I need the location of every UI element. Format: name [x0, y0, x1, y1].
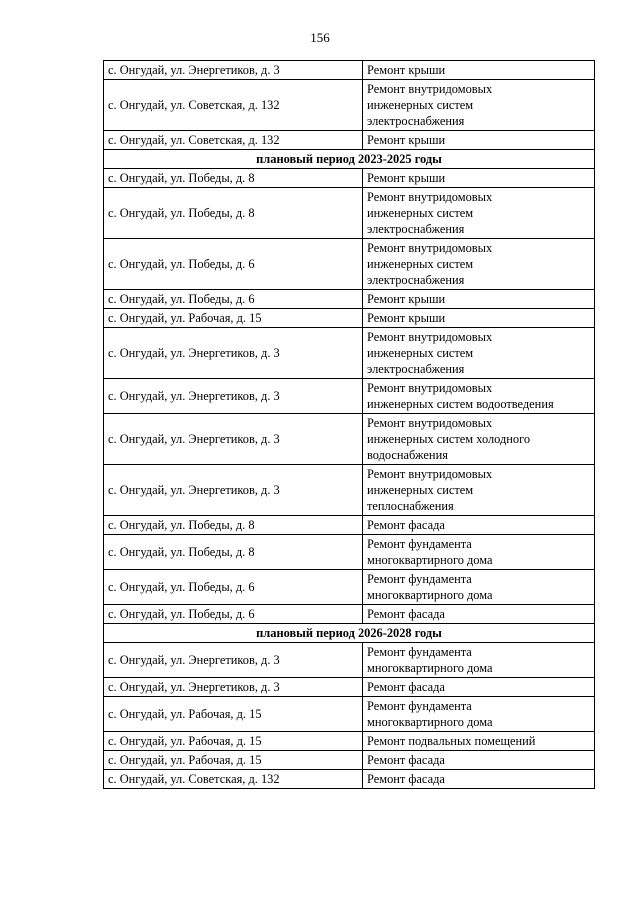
work-type-cell: Ремонт крыши: [363, 131, 595, 150]
address-cell: с. Онгудай, ул. Рабочая, д. 15: [104, 751, 363, 770]
address-cell: с. Онгудай, ул. Рабочая, д. 15: [104, 697, 363, 732]
period-header-row: [104, 150, 595, 169]
table-row: [104, 328, 595, 379]
table-row: [104, 188, 595, 239]
address-cell: с. Онгудай, ул. Победы, д. 8: [104, 516, 363, 535]
work-type-cell: Ремонт фасада: [363, 678, 595, 697]
table-row: [104, 465, 595, 516]
table-row: [104, 61, 595, 80]
table-row: [104, 131, 595, 150]
work-type-cell: Ремонт внутридомовых инженерных систем электроснабжения: [363, 328, 595, 379]
work-type-cell: Ремонт внутридомовых инженерных систем электроснабжения: [363, 239, 595, 290]
work-type-cell: Ремонт крыши: [363, 290, 595, 309]
address-cell: с. Онгудай, ул. Энергетиков, д. 3: [104, 328, 363, 379]
address-cell: с. Онгудай, ул. Победы, д. 8: [104, 188, 363, 239]
address-cell: с. Онгудай, ул. Советская, д. 132: [104, 770, 363, 789]
work-type-cell: Ремонт фасада: [363, 770, 595, 789]
work-type-cell: Ремонт внутридомовых инженерных систем холодного водоснабжения: [363, 414, 595, 465]
address-cell: с. Онгудай, ул. Победы, д. 6: [104, 570, 363, 605]
address-cell: с. Онгудай, ул. Победы, д. 6: [104, 239, 363, 290]
address-cell: с. Онгудай, ул. Советская, д. 132: [104, 131, 363, 150]
table-body: [104, 61, 595, 789]
work-type-cell: Ремонт фундамента многоквартирного дома: [363, 535, 595, 570]
table-row: [104, 751, 595, 770]
address-cell: с. Онгудай, ул. Энергетиков, д. 3: [104, 643, 363, 678]
table-row: [104, 290, 595, 309]
table-row: [104, 643, 595, 678]
address-cell: с. Онгудай, ул. Советская, д. 132: [104, 80, 363, 131]
table-row: [104, 309, 595, 328]
work-type-cell: Ремонт фундамента многоквартирного дома: [363, 570, 595, 605]
table-row: [104, 732, 595, 751]
table-row: [104, 379, 595, 414]
address-cell: с. Онгудай, ул. Энергетиков, д. 3: [104, 379, 363, 414]
address-cell: с. Онгудай, ул. Победы, д. 8: [104, 169, 363, 188]
address-cell: с. Онгудай, ул. Энергетиков, д. 3: [104, 678, 363, 697]
table-row: [104, 605, 595, 624]
repair-plan-table: [103, 60, 595, 789]
address-cell: с. Онгудай, ул. Рабочая, д. 15: [104, 732, 363, 751]
address-cell: с. Онгудай, ул. Победы, д. 8: [104, 535, 363, 570]
table-row: [104, 770, 595, 789]
work-type-cell: Ремонт крыши: [363, 169, 595, 188]
page-number: 156: [310, 30, 330, 45]
period-header: плановый период 2023-2025 годы: [104, 150, 595, 169]
address-cell: с. Онгудай, ул. Энергетиков, д. 3: [104, 465, 363, 516]
table-row: [104, 239, 595, 290]
address-cell: с. Онгудай, ул. Энергетиков, д. 3: [104, 61, 363, 80]
address-cell: с. Онгудай, ул. Победы, д. 6: [104, 605, 363, 624]
work-type-cell: Ремонт фасада: [363, 751, 595, 770]
work-type-cell: Ремонт фасада: [363, 605, 595, 624]
period-header: плановый период 2026-2028 годы: [104, 624, 595, 643]
address-cell: с. Онгудай, ул. Рабочая, д. 15: [104, 309, 363, 328]
period-header-row: [104, 624, 595, 643]
table-row: [104, 570, 595, 605]
table-row: [104, 516, 595, 535]
work-type-cell: Ремонт подвальных помещений: [363, 732, 595, 751]
work-type-cell: Ремонт фундамента многоквартирного дома: [363, 643, 595, 678]
table-row: [104, 697, 595, 732]
work-type-cell: Ремонт фундамента многоквартирного дома: [363, 697, 595, 732]
table-row: [104, 414, 595, 465]
work-type-cell: Ремонт крыши: [363, 309, 595, 328]
work-type-cell: Ремонт фасада: [363, 516, 595, 535]
address-cell: с. Онгудай, ул. Энергетиков, д. 3: [104, 414, 363, 465]
work-type-cell: Ремонт внутридомовых инженерных систем водоотведения: [363, 379, 595, 414]
table-row: [104, 169, 595, 188]
table-row: [104, 80, 595, 131]
work-type-cell: Ремонт внутридомовых инженерных систем электроснабжения: [363, 80, 595, 131]
work-type-cell: Ремонт крыши: [363, 61, 595, 80]
table-row: [104, 535, 595, 570]
work-type-cell: Ремонт внутридомовых инженерных систем теплоснабжения: [363, 465, 595, 516]
table-row: [104, 678, 595, 697]
work-type-cell: Ремонт внутридомовых инженерных систем электроснабжения: [363, 188, 595, 239]
address-cell: с. Онгудай, ул. Победы, д. 6: [104, 290, 363, 309]
